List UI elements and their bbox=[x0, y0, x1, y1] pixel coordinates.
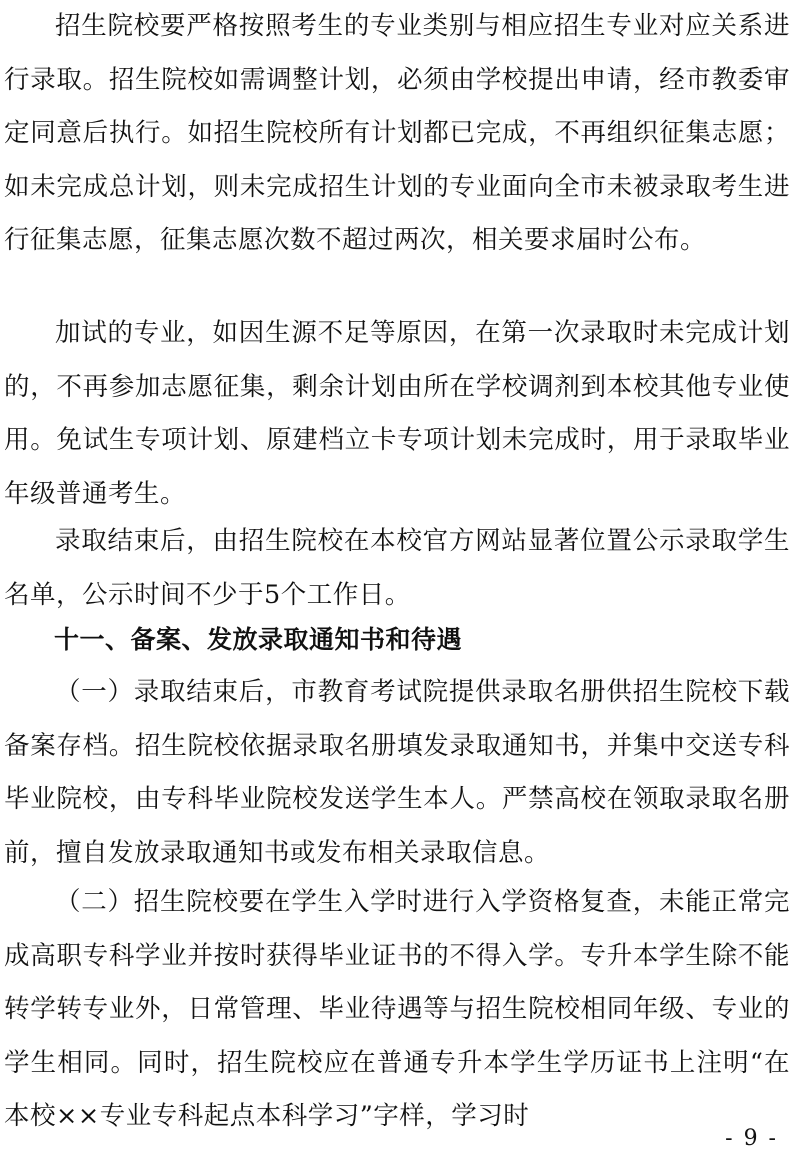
paragraph-admission-rules: 招生院校要严格按照考生的专业类别与相应招生专业对应关系进行录取。招生院校如需调整计划，必须由学校提出申请，经市教委审定同意后执行。如招生院校所有计划都已完成，不再组织征集志愿；如未完成总计划，则未完成招生计划的专业面向全市未被录取考生进行征集志愿，征集志愿次数不超过两次，相关要求届时公布。 bbox=[4, 11, 790, 256]
page-number: - 9 - bbox=[725, 1126, 778, 1151]
section-heading: 十一、备案、发放录取通知书和待遇 bbox=[54, 625, 463, 654]
paragraph-section-item-2: （二）招生院校要在学生入学时进行入学资格复查，未能正常完成高职专科学业并按时获得毕业证书的不得入学。专升本学生除不能转学转专业外，日常管理、毕业待遇等与招生院校相同年级、专业的学生相同。同时，招生院校应在普通专升本学生学历证书上注明“在本校××专业专科起点本科学习”字样，学习时 bbox=[4, 887, 790, 1132]
paragraph-section-item-1: （一）录取结束后，市教育考试院提供录取名册供招生院校下载备案存档。招生院校依据录取名册填发录取通知书，并集中交送专科毕业院校，由专科毕业院校发送学生本人。严禁高校在领取录取名册前，擅自发放录取通知书或发布相关录取信息。 bbox=[4, 677, 790, 868]
paragraph-extra-test-majors: 加试的专业，如因生源不足等原因，在第一次录取时未完成计划的，不再参加志愿征集，剩余计划由所在学校调剂到本校其他专业使用。免试生专项计划、原建档立卡专项计划未完成时，用于录取毕业年级普通考生。 bbox=[4, 318, 790, 509]
paragraph-publicity: 录取结束后，由招生院校在本校官方网站显著位置公示录取学生名单，公示时间不少于5个工作日。 bbox=[4, 526, 790, 610]
